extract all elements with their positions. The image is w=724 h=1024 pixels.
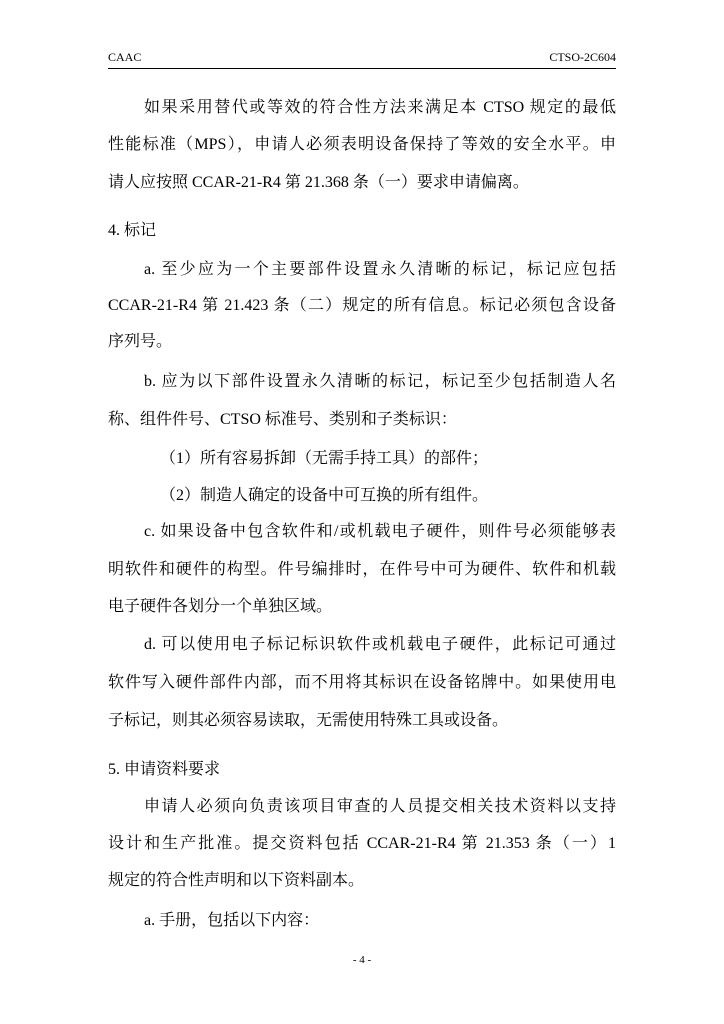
paragraph-line: d. 可以使用电子标记标识软件或机载电子硬件，此标记可通过 [144,636,616,653]
paragraph-line: 规定的符合性声明和以下资料副本。 [108,872,365,889]
paragraph-line: 设计和生产批准。提交资料包括 CCAR-21-R4 第 21.353 条（一）1 [108,835,616,852]
paragraph-line: 性能标准（MPS），申请人必须表明设备保持了等效的安全水平。申 [108,136,616,153]
paragraph-line: b. 应为以下部件设置永久清晰的标记，标记至少包括制造人名 [144,373,616,390]
list-item: （1）所有容易拆卸（无需手持工具）的部件； [160,450,489,467]
paragraph-line: CCAR-21-R4 第 21.423 条（二）规定的所有信息。标记必须包含设备 [108,297,616,314]
paragraph-line: 请人应按照 CCAR-21-R4 第 21.368 条（一）要求申请偏离。 [108,174,529,191]
section-heading: 4. 标记 [108,222,157,239]
paragraph-line: a. 至少应为一个主要部件设置永久清晰的标记，标记应包括 [144,261,616,278]
header-org: CAAC [108,50,142,64]
paragraph-line: a. 手册，包括以下内容： [144,912,320,929]
header-doc-number: CTSO-2C604 [549,50,616,64]
section-heading: 5. 申请资料要求 [108,761,221,778]
page-number: - 4 - [352,954,372,966]
paragraph-line: 申请人必须向负责该项目审查的人员提交相关技术资料以支持 [144,798,616,815]
paragraph-line: c. 如果设备中包含软件和/或机载电子硬件，则件号必须能够表 [144,523,616,540]
document-body [108,0,616,1024]
paragraph-line: 明软件和硬件的构型。件号编排时，在件号中可为硬件、软件和机载 [108,561,616,578]
paragraph-line: 子标记，则其必须容易读取，无需使用特殊工具或设备。 [108,712,509,729]
list-item: （2）制造人确定的设备中可互换的所有组件。 [160,487,489,504]
paragraph-line: 称、组件件号、CTSO 标准号、类别和子类标识： [108,411,457,428]
paragraph-line: 软件写入硬件部件内部，而不用将其标识在设备铭牌中。如果使用电 [108,674,616,691]
paragraph-line: 序列号。 [108,333,173,350]
paragraph-line: 如果采用替代或等效的符合性方法来满足本 CTSO 规定的最低 [144,99,616,116]
paragraph-line: 电子硬件各划分一个单独区域。 [108,598,333,615]
